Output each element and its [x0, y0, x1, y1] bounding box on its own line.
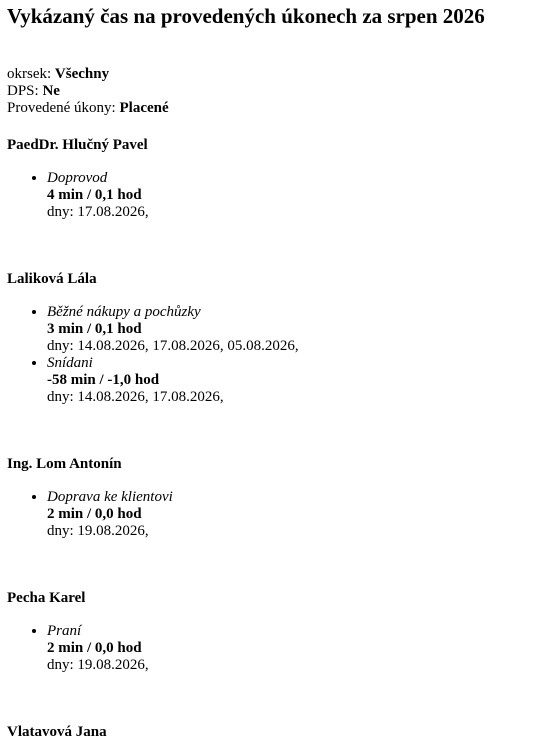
activity-time: 2 min / 0,0 hod — [47, 640, 142, 656]
days-value: 14.08.2026, 17.08.2026, 05.08.2026, — [77, 338, 299, 354]
person-section — [7, 137, 559, 221]
filter-label: okrsek: — [7, 66, 55, 82]
activity-list — [7, 304, 559, 406]
filter-value: Ne — [42, 83, 60, 99]
days-value: 19.08.2026, — [77, 523, 149, 539]
activity-name: • Doprovod — [47, 170, 108, 186]
person-name: Laliková Lála — [7, 271, 97, 287]
filter-label: Provedené úkony: — [7, 100, 120, 116]
filter-okrsek — [7, 66, 559, 83]
activity-list — [7, 170, 559, 221]
activity-name: • Doprava ke klientovi — [47, 489, 173, 505]
activity-days — [47, 389, 559, 406]
days-prefix: dny: — [47, 523, 78, 539]
filter-dps — [7, 83, 559, 100]
person-name: PaedDr. Hlučný Pavel — [7, 137, 148, 153]
activity-days — [47, 338, 559, 355]
activity-list — [7, 623, 559, 674]
filter-value: Placené — [119, 100, 169, 116]
page-title: Vykázaný čas na provedených úkonech za srpen 2026 — [7, 4, 485, 28]
activity-time: -58 min / -1,0 hod — [47, 372, 160, 388]
filter-value: Všechny — [54, 66, 110, 82]
days-prefix: dny: — [47, 338, 78, 354]
activity-name: • Běžné nákupy a pochůzky — [47, 304, 201, 320]
days-value: 19.08.2026, — [77, 657, 149, 673]
days-prefix: dny: — [47, 657, 78, 673]
person-section — [7, 271, 559, 406]
activity-item — [47, 304, 559, 355]
activity-time: 4 min / 0,1 hod — [47, 187, 142, 203]
person-section — [7, 456, 559, 540]
activity-name: • Praní — [47, 623, 82, 639]
report-filters — [7, 66, 559, 117]
person-section — [7, 590, 559, 674]
activity-list — [7, 489, 559, 540]
person-section — [7, 724, 559, 741]
person-name: Vlatavová Jana — [7, 724, 107, 740]
activity-days — [47, 523, 559, 540]
activity-days — [47, 204, 559, 221]
activity-time: 3 min / 0,1 hod — [47, 321, 142, 337]
days-value: 14.08.2026, 17.08.2026, — [77, 389, 224, 405]
days-prefix: dny: — [47, 389, 78, 405]
days-prefix: dny: — [47, 204, 78, 220]
person-name: Ing. Lom Antonín — [7, 456, 122, 472]
filter-label: DPS: — [7, 83, 43, 99]
activity-time: 2 min / 0,0 hod — [47, 506, 142, 522]
activity-days — [47, 657, 559, 674]
activity-item — [47, 170, 559, 221]
filter-ukony — [7, 100, 559, 117]
person-name: Pecha Karel — [7, 590, 86, 606]
days-value: 17.08.2026, — [77, 204, 149, 220]
activity-item — [47, 623, 559, 674]
activity-item — [47, 355, 559, 406]
activity-item — [47, 489, 559, 540]
activity-name: • Snídani — [47, 355, 93, 371]
person-list — [7, 137, 559, 741]
